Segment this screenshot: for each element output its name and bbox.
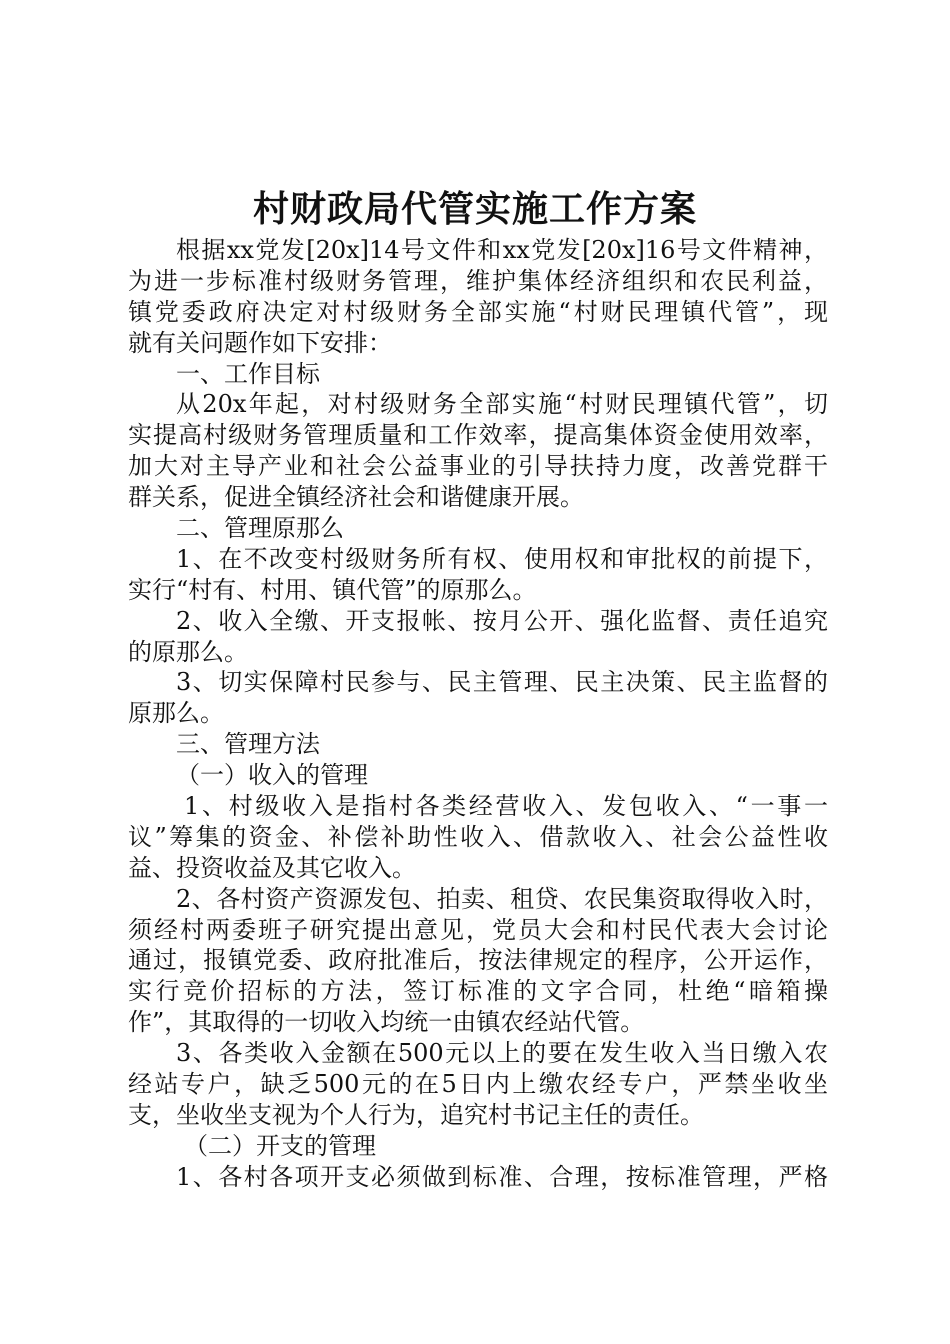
body-line: 1、在不改变村级财务所有权、使用权和审批权的前提下，: [176, 544, 828, 573]
body-line: 2、各村资产资源发包、拍卖、租贷、农民集资取得收入时，: [176, 884, 828, 913]
body-line: 3、切实保障村民参与、民主管理、民主决策、民主监督的: [176, 668, 828, 697]
body-line: 经站专户，缺乏500元的在5日内上缴农经专户，严禁坐收坐: [128, 1070, 828, 1099]
body-line: 1、村级收入是指村各类经营收入、发包收入、“一事一: [184, 792, 828, 821]
body-line: 从20x年起，对村级财务全部实施“村财民理镇代管”，切: [176, 390, 828, 419]
body-line: 通过，报镇党委、政府批准后，按法律规定的程序，公开运作，: [128, 946, 828, 975]
body-line: 一、工作目标: [176, 359, 320, 388]
body-line: 实行“村有、村用、镇代管”的原那么。: [128, 575, 537, 604]
document-title: 村财政局代管实施工作方案: [252, 188, 697, 230]
body-line: 益、投资收益及其它收入。: [128, 853, 416, 882]
body-line: 为进一步标准村级财务管理，维护集体经济组织和农民利益，: [128, 266, 828, 295]
body-line: 镇党委政府决定对村级财务全部实施“村财民理镇代管”，现: [128, 297, 828, 326]
body-line: 作”，其取得的一切收入均统一由镇农经站代管。: [128, 1008, 645, 1037]
body-line: 须经村两委班子研究提出意见，党员大会和村民代表大会讨论: [128, 915, 828, 944]
body-line: 实提高村级财务管理质量和工作效率，提高集体资金使用效率，: [128, 421, 828, 450]
body-line: 议”筹集的资金、补偿补助性收入、借款收入、社会公益性收: [128, 822, 828, 851]
body-line: 加大对主导产业和社会公益事业的引导扶持力度，改善党群干: [128, 452, 828, 481]
body-line: 实行竞价招标的方法，签订标准的文字合同，杜绝“暗箱操: [128, 977, 828, 1006]
body-line: 支，坐收坐支视为个人行为，追究村书记主任的责任。: [128, 1100, 704, 1129]
body-line: 原那么。: [128, 699, 224, 728]
document-body: [128, 235, 828, 1193]
body-line: 就有关问题作如下安排：: [128, 328, 392, 357]
body-line: 3、各类收入金额在500元以上的要在发生收入当日缴入农: [176, 1039, 828, 1068]
body-line: 二、管理原那么: [176, 514, 344, 543]
body-line: 群关系，促进全镇经济社会和谐健康开展。: [128, 483, 584, 512]
body-line: （二）开支的管理: [184, 1131, 376, 1160]
body-line: （一）收入的管理: [176, 761, 368, 790]
body-line: 根据xx党发[20x]14号文件和xx党发[20x]16号文件精神，: [176, 236, 828, 264]
body-line: 三、管理方法: [176, 730, 320, 759]
body-line: 的原那么。: [128, 637, 248, 666]
body-line: 1、各村各项开支必须做到标准、合理，按标准管理，严格: [176, 1162, 828, 1191]
body-line: 2、收入全缴、开支报帐、按月公开、强化监督、责任追究: [176, 606, 828, 635]
